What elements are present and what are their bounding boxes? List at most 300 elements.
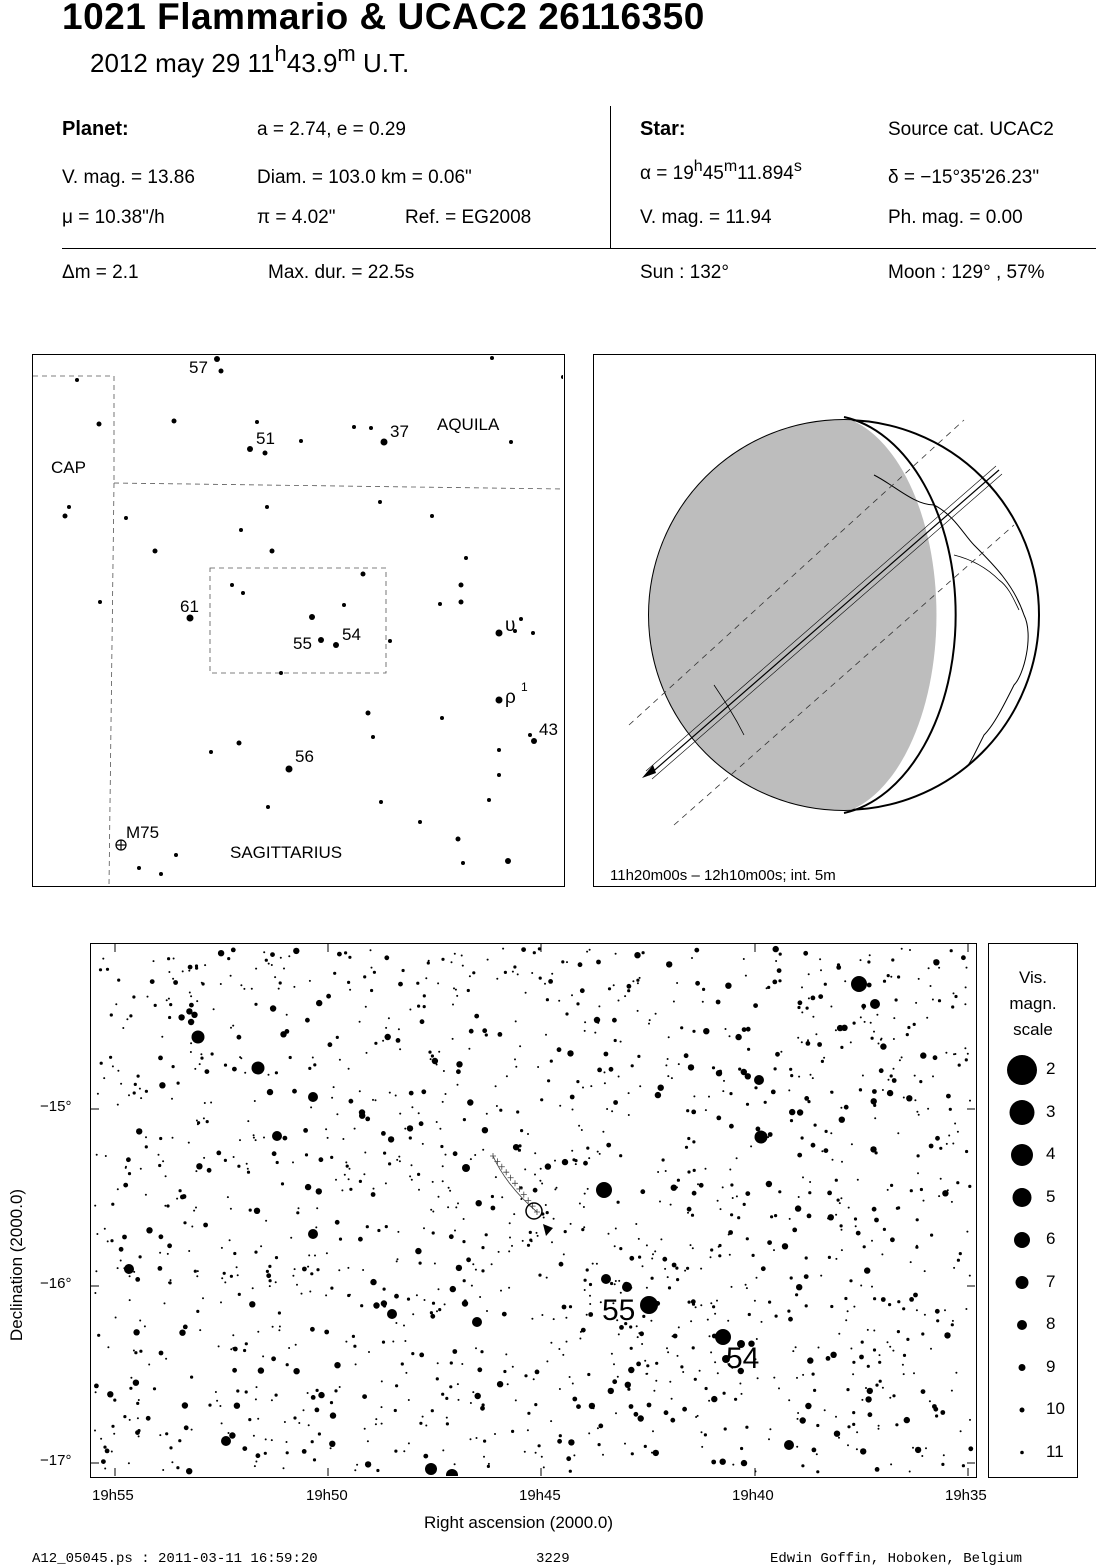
field-star bbox=[308, 1254, 310, 1256]
field-star bbox=[662, 1158, 665, 1161]
field-star bbox=[519, 1045, 521, 1047]
field-star bbox=[339, 1386, 341, 1388]
field-star bbox=[431, 1054, 434, 1057]
ra-tick-label: 19h40 bbox=[732, 1487, 774, 1504]
field-star bbox=[847, 1310, 849, 1312]
legend-dot bbox=[1017, 1320, 1027, 1330]
field-star bbox=[448, 1187, 450, 1189]
field-star bbox=[373, 1302, 379, 1308]
field-star bbox=[772, 980, 777, 985]
dec-tick-label: −17° bbox=[40, 1452, 72, 1469]
finder-star bbox=[496, 697, 503, 704]
legend-magnitude: 8 bbox=[1046, 1314, 1056, 1333]
field-star bbox=[383, 1152, 386, 1155]
field-star bbox=[365, 1117, 370, 1122]
field-star bbox=[589, 1283, 592, 1286]
field-star bbox=[110, 1013, 113, 1016]
field-star bbox=[629, 1404, 634, 1409]
field-star bbox=[203, 1117, 205, 1119]
field-star bbox=[773, 1249, 775, 1251]
field-star bbox=[511, 1245, 513, 1247]
field-star bbox=[134, 1351, 137, 1354]
finder-star bbox=[378, 500, 382, 504]
field-star bbox=[167, 1243, 172, 1248]
field-star bbox=[672, 1263, 677, 1268]
field-star bbox=[850, 1348, 852, 1350]
field-star bbox=[445, 1093, 447, 1095]
field-star bbox=[702, 988, 705, 991]
field-star bbox=[431, 1409, 434, 1412]
field-star bbox=[920, 1052, 926, 1058]
field-star bbox=[606, 1143, 611, 1148]
field-star bbox=[752, 1254, 755, 1257]
field-star bbox=[227, 957, 230, 960]
field-star bbox=[324, 1330, 329, 1335]
field-star bbox=[860, 959, 862, 961]
field-star bbox=[693, 1095, 695, 1097]
field-star bbox=[290, 1237, 292, 1239]
field-star bbox=[835, 1214, 837, 1216]
field-star bbox=[837, 1025, 843, 1031]
field-star bbox=[494, 1433, 496, 1435]
field-star bbox=[969, 1100, 971, 1102]
field-star bbox=[812, 1448, 817, 1453]
field-star bbox=[182, 970, 184, 972]
field-star bbox=[447, 1206, 449, 1208]
y-axis-label: Declination (2000.0) bbox=[7, 1188, 26, 1342]
field-star bbox=[737, 1216, 740, 1219]
field-star bbox=[334, 1389, 337, 1392]
field-star bbox=[527, 1412, 530, 1415]
legend-dot bbox=[1010, 1100, 1035, 1125]
field-star bbox=[738, 1068, 741, 1071]
field-star bbox=[284, 1421, 286, 1423]
field-star bbox=[353, 1345, 356, 1348]
field-star bbox=[232, 1025, 234, 1027]
field-star bbox=[879, 1068, 884, 1073]
field-star bbox=[432, 1211, 434, 1213]
field-star bbox=[197, 1123, 199, 1125]
field-star bbox=[511, 1430, 514, 1433]
field-star bbox=[949, 1108, 952, 1111]
field-star bbox=[381, 1423, 383, 1425]
field-star bbox=[867, 1365, 870, 1368]
field-star bbox=[251, 988, 253, 990]
field-star bbox=[257, 1331, 259, 1333]
field-star bbox=[359, 1090, 361, 1092]
field-star bbox=[218, 1345, 220, 1347]
field-star bbox=[94, 1384, 99, 1389]
field-star bbox=[957, 1259, 960, 1262]
field-star bbox=[513, 965, 516, 968]
field-star bbox=[423, 1227, 425, 1229]
field-star bbox=[808, 1191, 811, 1194]
star-label-55: 55 bbox=[293, 634, 312, 653]
finder-star bbox=[369, 426, 373, 430]
field-star bbox=[496, 1105, 498, 1107]
field-star bbox=[627, 984, 632, 989]
field-star bbox=[399, 1113, 401, 1115]
field-star bbox=[578, 962, 583, 967]
field-star bbox=[445, 1154, 447, 1156]
field-star bbox=[964, 1003, 966, 1005]
field-star bbox=[272, 1326, 274, 1328]
star-heading: Star: bbox=[640, 118, 686, 140]
field-star bbox=[129, 1387, 132, 1390]
finder-star bbox=[528, 733, 532, 737]
field-star bbox=[797, 1109, 803, 1115]
field-star bbox=[515, 1399, 517, 1401]
field-star bbox=[164, 1205, 166, 1207]
field-star bbox=[336, 1113, 338, 1115]
field-star bbox=[338, 1269, 340, 1271]
field-star bbox=[567, 1050, 573, 1056]
field-star bbox=[724, 1427, 727, 1430]
field-star bbox=[271, 964, 273, 966]
field-star bbox=[136, 1402, 139, 1405]
field-star bbox=[859, 1355, 864, 1360]
field-star bbox=[243, 1349, 246, 1352]
field-star bbox=[537, 1066, 539, 1068]
finder-star bbox=[490, 356, 494, 360]
field-star bbox=[172, 1065, 175, 1068]
field-star bbox=[613, 1100, 618, 1105]
field-star bbox=[630, 1347, 633, 1350]
field-star bbox=[463, 1118, 466, 1121]
field-star bbox=[224, 1159, 227, 1162]
field-star bbox=[483, 1440, 486, 1443]
finder-star bbox=[509, 440, 513, 444]
field-star bbox=[657, 1171, 659, 1173]
field-star bbox=[734, 1398, 737, 1401]
field-star bbox=[525, 992, 527, 994]
field-star bbox=[813, 1389, 816, 1392]
field-star bbox=[134, 1083, 137, 1086]
field-star bbox=[846, 1388, 849, 1391]
field-star bbox=[330, 1447, 332, 1449]
field-star bbox=[535, 1370, 540, 1375]
field-star bbox=[115, 1317, 117, 1319]
field-star bbox=[914, 1075, 916, 1077]
field-star bbox=[315, 1226, 317, 1228]
field-star bbox=[169, 1446, 172, 1449]
finder-star bbox=[237, 741, 242, 746]
field-star bbox=[909, 1297, 914, 1302]
finder-chart-svg bbox=[33, 355, 563, 885]
field-star bbox=[584, 1030, 586, 1032]
field-star bbox=[559, 1262, 564, 1267]
field-star bbox=[162, 1160, 164, 1162]
field-star bbox=[712, 1305, 715, 1308]
field-star bbox=[289, 1056, 292, 1059]
field-star bbox=[671, 1185, 677, 1191]
x-axis-label: Right ascension (2000.0) bbox=[424, 1513, 614, 1532]
finder-star bbox=[241, 591, 245, 595]
field-star bbox=[835, 1029, 837, 1031]
field-star bbox=[803, 951, 808, 956]
field-star bbox=[309, 980, 311, 982]
field-star bbox=[135, 1430, 140, 1435]
field-star bbox=[919, 1080, 922, 1083]
field-star bbox=[224, 1064, 227, 1067]
field-star bbox=[221, 1422, 223, 1424]
field-star bbox=[954, 1123, 956, 1125]
field-star bbox=[296, 1284, 298, 1286]
field-star bbox=[660, 1238, 662, 1240]
field-star bbox=[814, 1124, 817, 1127]
field-star bbox=[722, 1090, 724, 1092]
field-star bbox=[190, 1042, 192, 1044]
field-star bbox=[570, 1095, 575, 1100]
field-star bbox=[254, 1208, 260, 1214]
field-star bbox=[97, 1093, 99, 1095]
field-star bbox=[559, 1434, 562, 1437]
field-star bbox=[651, 1258, 653, 1260]
field-star bbox=[425, 1425, 427, 1427]
field-star bbox=[286, 1451, 289, 1454]
field-star bbox=[817, 1042, 822, 1047]
field-star bbox=[233, 1252, 236, 1255]
field-star bbox=[162, 1469, 164, 1471]
field-star bbox=[580, 988, 585, 993]
finder-star bbox=[418, 820, 422, 824]
field-star bbox=[790, 1119, 793, 1122]
field-star bbox=[777, 968, 782, 973]
field-star bbox=[423, 1005, 426, 1008]
field-star bbox=[190, 1376, 193, 1379]
field-star bbox=[881, 1253, 883, 1255]
field-star bbox=[348, 1178, 350, 1180]
field-star bbox=[540, 1168, 542, 1170]
field-star bbox=[165, 1432, 168, 1435]
track-tick bbox=[490, 1153, 496, 1159]
field-star bbox=[349, 1168, 351, 1170]
field-star bbox=[878, 1428, 880, 1430]
field-star bbox=[446, 1417, 448, 1419]
field-star bbox=[879, 1380, 882, 1383]
constellation-cap: CAP bbox=[51, 458, 86, 477]
field-star bbox=[550, 1060, 553, 1063]
finder-stars bbox=[63, 356, 564, 876]
field-star bbox=[442, 1180, 444, 1182]
planet-vmag: V. mag. = 13.86 bbox=[62, 167, 195, 188]
field-star bbox=[732, 1197, 734, 1199]
field-star bbox=[879, 1354, 881, 1356]
field-star bbox=[456, 1265, 462, 1271]
field-star bbox=[524, 1168, 526, 1170]
field-star bbox=[750, 1145, 752, 1147]
field-star bbox=[957, 1131, 959, 1133]
field-star bbox=[171, 1461, 173, 1463]
field-star bbox=[376, 1469, 379, 1472]
ra-tick-label: 19h55 bbox=[92, 1487, 134, 1504]
field-star bbox=[875, 1467, 880, 1472]
field-star bbox=[801, 1011, 803, 1013]
field-star bbox=[159, 1082, 165, 1088]
field-star bbox=[359, 1180, 362, 1183]
field-star bbox=[543, 1466, 545, 1468]
field-star bbox=[100, 1438, 102, 1440]
field-star bbox=[286, 1363, 289, 1366]
footer-number: 3229 bbox=[536, 1551, 570, 1567]
field-star bbox=[801, 1041, 803, 1043]
field-star bbox=[909, 1471, 911, 1473]
field-star bbox=[586, 1147, 589, 1150]
field-star bbox=[691, 1299, 696, 1304]
field-star bbox=[646, 1244, 648, 1246]
field-star bbox=[355, 1363, 357, 1365]
field-star bbox=[636, 979, 639, 982]
field-star bbox=[515, 1020, 517, 1022]
field-star bbox=[789, 1218, 791, 1220]
hour-superscript: h bbox=[274, 41, 287, 66]
field-star bbox=[266, 1273, 271, 1278]
field-star bbox=[962, 1464, 965, 1467]
track-tick bbox=[494, 1158, 500, 1164]
legend-dot bbox=[1011, 1144, 1033, 1166]
field-star bbox=[389, 1092, 391, 1094]
field-star bbox=[354, 1469, 356, 1471]
field-star bbox=[798, 1076, 800, 1078]
finder-star bbox=[531, 631, 535, 635]
field-star bbox=[746, 1027, 751, 1032]
field-star bbox=[385, 1027, 387, 1029]
field-star bbox=[253, 1134, 255, 1136]
field-star bbox=[938, 967, 940, 969]
minutes-text: 43.9 bbox=[286, 48, 338, 78]
field-star bbox=[867, 983, 872, 988]
field-star bbox=[928, 967, 930, 969]
field-star bbox=[967, 1053, 969, 1055]
finder-star bbox=[270, 549, 275, 554]
field-star bbox=[503, 1370, 506, 1373]
field-star bbox=[524, 1374, 527, 1377]
field-star bbox=[188, 1250, 190, 1252]
field-star bbox=[305, 1184, 311, 1190]
field-star bbox=[938, 999, 941, 1002]
field-star bbox=[416, 1294, 418, 1296]
field-star bbox=[694, 1378, 697, 1381]
field-star bbox=[871, 1098, 877, 1104]
field-star bbox=[345, 1161, 347, 1163]
field-star bbox=[316, 1207, 318, 1209]
bright-star bbox=[124, 1264, 134, 1274]
field-star bbox=[840, 1197, 842, 1199]
field-star bbox=[662, 1257, 667, 1262]
field-star bbox=[166, 1204, 169, 1207]
field-star bbox=[359, 1021, 361, 1023]
field-star bbox=[572, 1109, 574, 1111]
field-star bbox=[703, 1028, 709, 1034]
field-star bbox=[887, 1090, 893, 1096]
field-star bbox=[452, 1004, 454, 1006]
chart-ticks bbox=[91, 944, 975, 1476]
field-star bbox=[807, 1214, 812, 1219]
field-star bbox=[780, 1051, 782, 1053]
field-star bbox=[723, 1392, 726, 1395]
field-star bbox=[126, 1157, 131, 1162]
field-star bbox=[445, 1397, 448, 1400]
star-source: Source cat. UCAC2 bbox=[888, 119, 1054, 140]
field-star bbox=[955, 1372, 957, 1374]
field-star bbox=[189, 1003, 194, 1008]
field-star bbox=[97, 1334, 100, 1337]
field-star bbox=[466, 1257, 471, 1262]
field-star bbox=[191, 1429, 193, 1431]
field-star bbox=[449, 1234, 454, 1239]
field-star bbox=[655, 1092, 661, 1098]
field-star bbox=[638, 1238, 640, 1240]
field-star bbox=[648, 1023, 650, 1025]
field-star bbox=[349, 1188, 352, 1191]
track-tick bbox=[503, 1169, 509, 1175]
planet-parallax: π = 4.02" bbox=[257, 207, 336, 228]
field-star bbox=[873, 1297, 876, 1300]
field-star bbox=[717, 1372, 719, 1374]
field-star bbox=[615, 1228, 617, 1230]
field-star bbox=[239, 1056, 241, 1058]
field-star bbox=[394, 1450, 397, 1453]
field-star bbox=[718, 1254, 721, 1257]
finder-star bbox=[219, 369, 224, 374]
field-star bbox=[906, 1033, 909, 1036]
field-star bbox=[642, 1265, 644, 1267]
field-star bbox=[403, 1450, 405, 1452]
field-star bbox=[278, 1329, 280, 1331]
field-star bbox=[944, 1309, 946, 1311]
field-star bbox=[316, 1188, 322, 1194]
field-star bbox=[147, 996, 149, 998]
field-star bbox=[164, 1302, 166, 1304]
field-star bbox=[117, 1104, 119, 1106]
field-star bbox=[635, 1223, 637, 1225]
field-star bbox=[558, 1000, 560, 1002]
field-star bbox=[740, 1447, 743, 1450]
field-star bbox=[701, 1446, 703, 1448]
field-star bbox=[462, 1300, 468, 1306]
field-star bbox=[827, 1191, 832, 1196]
field-star bbox=[403, 1325, 405, 1327]
field-star bbox=[534, 1174, 536, 1176]
field-star bbox=[318, 1392, 324, 1398]
field-star bbox=[308, 1067, 311, 1070]
field-star bbox=[368, 1351, 370, 1353]
field-star bbox=[573, 1454, 575, 1456]
field-star bbox=[298, 1422, 300, 1424]
field-star bbox=[969, 1419, 971, 1421]
field-star bbox=[694, 948, 699, 953]
field-star bbox=[348, 1068, 350, 1070]
field-star bbox=[309, 1291, 311, 1293]
field-star bbox=[615, 1280, 617, 1282]
field-star bbox=[432, 1302, 435, 1305]
field-star bbox=[381, 1380, 383, 1382]
field-star bbox=[482, 1127, 488, 1133]
field-star bbox=[347, 1267, 349, 1269]
field-star bbox=[278, 988, 280, 990]
field-star bbox=[746, 1237, 749, 1240]
field-star bbox=[614, 1283, 616, 1285]
field-star bbox=[699, 1370, 701, 1372]
field-star bbox=[534, 1403, 537, 1406]
field-star bbox=[544, 983, 546, 985]
field-star bbox=[310, 1327, 315, 1332]
field-star bbox=[789, 1068, 792, 1071]
field-star bbox=[816, 1424, 819, 1427]
globe-svg bbox=[594, 355, 1094, 885]
field-star bbox=[471, 1285, 473, 1287]
field-star bbox=[244, 1072, 246, 1074]
